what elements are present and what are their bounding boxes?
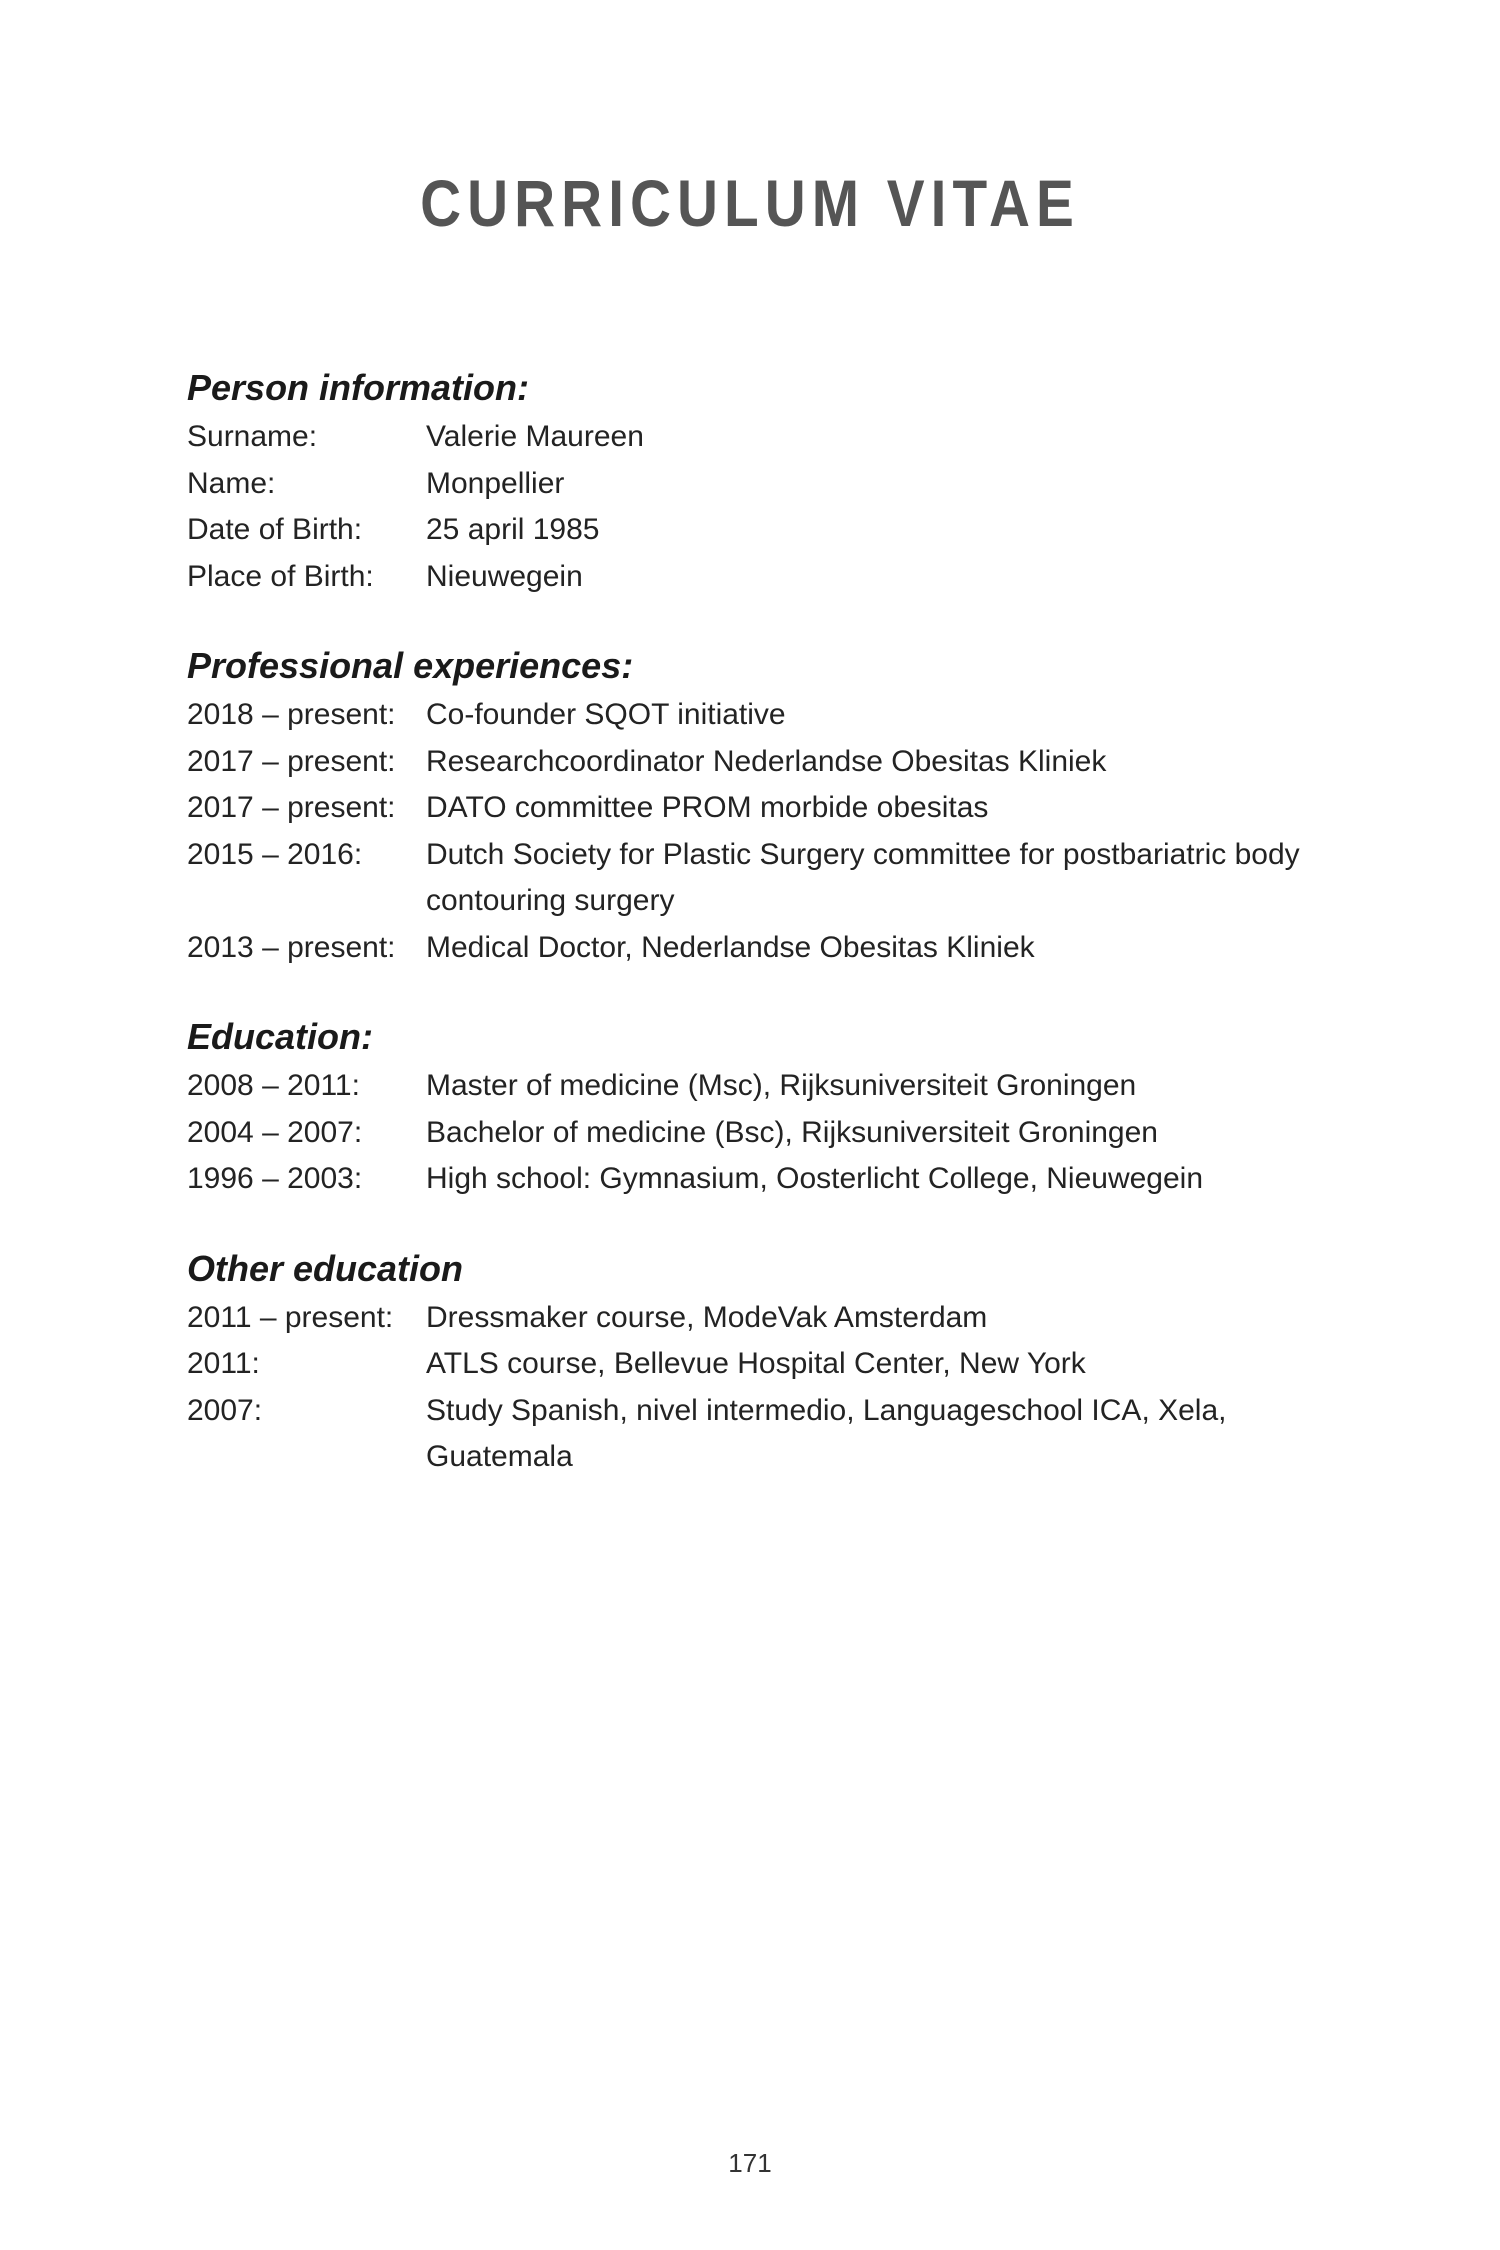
other-education-row bbox=[187, 1388, 1347, 1481]
row-value: Monpellier bbox=[426, 466, 565, 500]
education-row bbox=[187, 1156, 1347, 1203]
info-row bbox=[187, 507, 1347, 554]
info-row bbox=[187, 461, 1347, 508]
row-label: 2017 – present: bbox=[187, 791, 396, 824]
experience-row bbox=[187, 692, 1347, 739]
row-label: 2008 – 2011: bbox=[187, 1069, 360, 1102]
info-row bbox=[187, 414, 1347, 461]
section-heading: Other education bbox=[187, 1247, 464, 1289]
experience-row bbox=[187, 785, 1347, 832]
row-value: 25 april 1985 bbox=[426, 513, 600, 546]
row-value: Dutch Society for Plastic Surgery committee for postbariatric body contouring surgery bbox=[426, 837, 1300, 917]
row-value: Co-founder SQOT initiative bbox=[426, 698, 786, 731]
section-person-information bbox=[187, 362, 1347, 600]
row-label: Surname: bbox=[187, 420, 318, 453]
row-label: 2011 – present: bbox=[187, 1300, 394, 1334]
row-value: Master of medicine (Msc), Rijksuniversiteit Groningen bbox=[426, 1069, 1137, 1102]
education-row bbox=[187, 1063, 1347, 1110]
row-label: 2011: bbox=[187, 1347, 260, 1380]
row-label: 2007: bbox=[187, 1393, 263, 1427]
row-label: 2017 – present: bbox=[187, 744, 396, 778]
page-title: CURRICULUM VITAE bbox=[420, 166, 1080, 240]
row-label: 2013 – present: bbox=[187, 930, 396, 964]
row-value: DATO committee PROM morbide obesitas bbox=[426, 791, 989, 824]
experience-row bbox=[187, 832, 1347, 925]
experience-row bbox=[187, 739, 1347, 786]
row-label: 2004 – 2007: bbox=[187, 1115, 363, 1149]
education-row bbox=[187, 1110, 1347, 1157]
row-value: ATLS course, Bellevue Hospital Center, New York bbox=[426, 1347, 1086, 1380]
row-label: Name: bbox=[187, 466, 276, 500]
section-heading: Professional experiences: bbox=[187, 645, 634, 686]
section-heading: Person information: bbox=[187, 367, 530, 408]
row-value: Dressmaker course, ModeVak Amsterdam bbox=[426, 1300, 988, 1334]
row-value: Valerie Maureen bbox=[426, 420, 644, 453]
section-heading: Education: bbox=[187, 1016, 373, 1057]
row-label: Date of Birth: bbox=[187, 513, 363, 546]
row-label: Place of Birth: bbox=[187, 559, 374, 593]
cv-content bbox=[187, 362, 1347, 1521]
section-professional-experiences bbox=[187, 640, 1347, 971]
experience-row bbox=[187, 925, 1347, 972]
row-value: Nieuwegein bbox=[426, 559, 583, 593]
row-label: 1996 – 2003: bbox=[187, 1162, 363, 1195]
page-number: 171 bbox=[728, 2148, 772, 2178]
row-value: Medical Doctor, Nederlandse Obesitas Kliniek bbox=[426, 930, 1035, 964]
row-value: Researchcoordinator Nederlandse Obesitas Kliniek bbox=[426, 744, 1107, 778]
row-value: High school: Gymnasium, Oosterlicht College, Nieuwegein bbox=[426, 1162, 1204, 1195]
other-education-row bbox=[187, 1341, 1347, 1388]
info-row bbox=[187, 554, 1347, 601]
row-value: Study Spanish, nivel intermedio, Languageschool ICA, Xela, Guatemala bbox=[426, 1393, 1227, 1473]
row-value: Bachelor of medicine (Bsc), Rijksuniversiteit Groningen bbox=[426, 1115, 1158, 1149]
section-other-education bbox=[187, 1243, 1347, 1481]
other-education-row bbox=[187, 1295, 1347, 1342]
section-education bbox=[187, 1011, 1347, 1203]
row-label: 2018 – present: bbox=[187, 698, 396, 731]
row-label: 2015 – 2016: bbox=[187, 837, 363, 871]
